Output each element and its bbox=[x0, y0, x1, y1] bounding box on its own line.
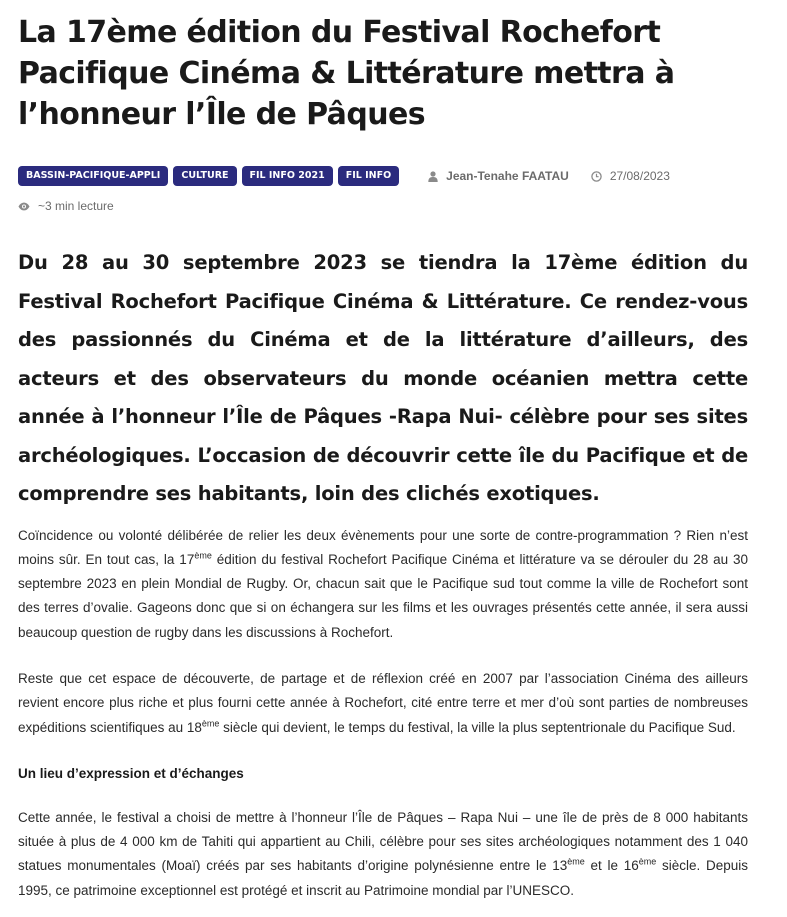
article-lead: Du 28 au 30 septembre 2023 se tiendra la 17ème édition du Festival Rochefort Pacifique Cinéma & Littérature. Ce rendez-vous des passionnés du Cinéma et de la littérature d’ailleurs, des acteurs et des observateurs du monde océanien mettra cette année à l’honneur l’Île de Pâques -Rapa Nui- célèbre pour ses sites archéologiques. L’occasion de découvrir cette île du Pacifique et de comprendre ses habitants, loin des clichés exotiques. bbox=[18, 251, 748, 505]
article-title: La 17ème édition du Festival Rochefort Pacifique Cinéma & Littérature mettra à l’honneur l’Île de Pâques bbox=[18, 15, 675, 132]
article-paragraph-1 bbox=[18, 524, 748, 645]
tag-culture[interactable]: CULTURE bbox=[173, 166, 236, 186]
paragraph-text: Coïncidence ou volonté délibérée de relier les deux évènements pour une sorte de contre-programmation ? Rien n’est moins sûr. En tout cas, la 17 bbox=[18, 527, 748, 567]
article-meta bbox=[18, 165, 748, 187]
user-icon bbox=[428, 171, 438, 182]
ordinal-suffix: ème bbox=[194, 550, 212, 561]
article bbox=[18, 0, 748, 903]
date-text: 27/08/2023 bbox=[609, 169, 670, 183]
read-time-text: ~3 min lecture bbox=[38, 199, 114, 213]
paragraph-text: Reste que cet espace de découverte, de partage et de réflexion créé en 2007 par l’association Cinéma des ailleurs revient encore plus riche et plus fourni cette année à Rochefort, cité entre terre et mer d’où sont parties de nombreuses expéditions scientifiques au 18 bbox=[18, 670, 748, 735]
paragraph-text: édition du festival Rochefort Pacifique Cinéma et littérature va se dérouler du 28 au 30 septembre 2023 en plein Mondial de Rugby. Or, chacun sait que le Pacifique sud tout comme la ville de Rochefort sont des terres d’ovalie. Gageons donc que si on échangera sur les films et les ouvrages présentés cette année, il sera aussi beaucoup question de rugby dans les discussions à Rochefort. bbox=[18, 551, 748, 640]
article-paragraph-3 bbox=[18, 806, 748, 903]
paragraph-text: et le 16 bbox=[584, 858, 639, 874]
tag-fil-info-2021[interactable]: FIL INFO 2021 bbox=[242, 166, 333, 186]
paragraph-text: Cette année, le festival a choisi de mettre à l’honneur l’Île de Pâques – Rapa Nui – une île de près de 8 000 habitants située à plus de 4 000 km de Tahiti qui appartient au Chili, célèbre pour ses sites archéologiques notamment des 1 040 statues monumentales (Moaï) créés par ses habitants d’origine polynésienne entre le 13 bbox=[18, 809, 748, 874]
read-time bbox=[18, 199, 748, 213]
article-paragraph-2 bbox=[18, 667, 748, 740]
paragraph-text: siècle. Depuis 1995, ce patrimoine exceptionnel est protégé et inscrit au Patrimoine mondial par l’UNESCO. bbox=[18, 858, 748, 898]
author-link[interactable] bbox=[428, 169, 569, 183]
ordinal-suffix: ème bbox=[638, 856, 657, 867]
clock-icon bbox=[591, 171, 602, 182]
paragraph-text: siècle qui devient, le temps du festival, la ville la plus septentrionale du Pacifique Sud. bbox=[219, 719, 736, 735]
ordinal-suffix: ème bbox=[201, 718, 220, 729]
tag-bassin-pacifique-appli[interactable]: BASSIN-PACIFIQUE-APPLI bbox=[18, 166, 168, 186]
eye-icon bbox=[18, 202, 30, 211]
tag-fil-info[interactable]: FIL INFO bbox=[338, 166, 399, 186]
author-name: Jean-Tenahe FAATAU bbox=[446, 169, 569, 183]
section-subheading: Un lieu d’expression et d’échanges bbox=[18, 765, 244, 781]
ordinal-suffix: ème bbox=[567, 856, 585, 867]
publish-date bbox=[591, 169, 670, 183]
